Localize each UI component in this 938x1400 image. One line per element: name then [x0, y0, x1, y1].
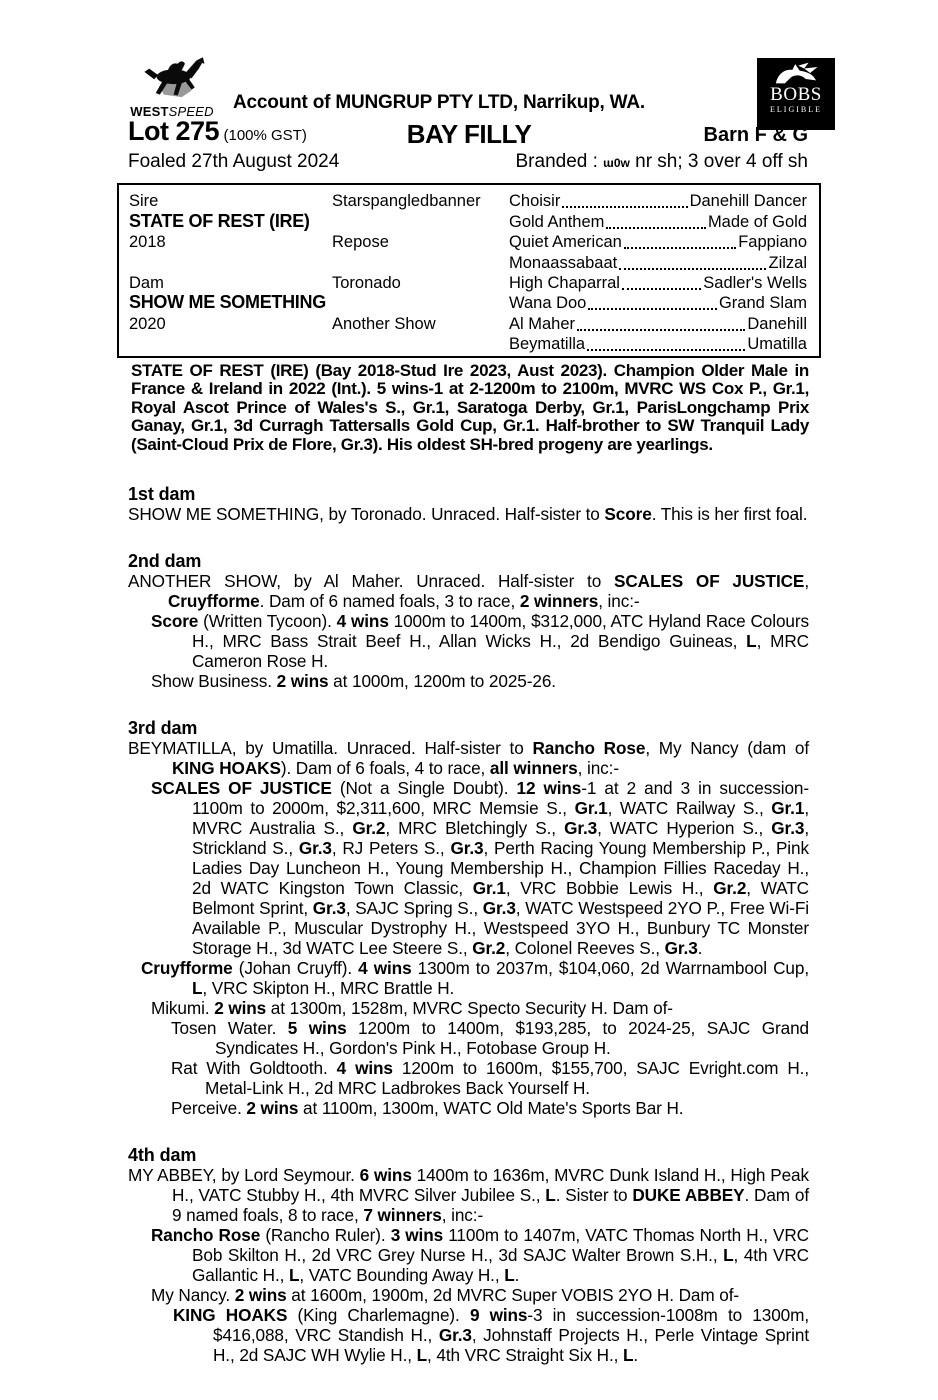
dam-paragraph: SHOW ME SOMETHING, by Toronado. Unraced. Half-sister to Score. This is her first foal.	[128, 504, 808, 524]
sire-name: STATE OF REST (IRE)	[129, 210, 310, 231]
leader-dots	[588, 308, 717, 310]
sire-dam: Repose	[332, 233, 389, 252]
sire-label: Sire	[129, 192, 159, 211]
ancestor-parent: Fappiano	[738, 233, 807, 252]
foaled-date: Foaled 27th August 2024	[128, 151, 340, 172]
section-heading-4th-dam: 4th dam	[128, 1145, 197, 1165]
ancestor-name: Beymatilla	[509, 335, 586, 354]
progeny-paragraph: Show Business. 2 wins at 1000m, 1200m to 2025-26.	[151, 671, 556, 691]
leader-dots	[619, 268, 766, 270]
section-heading-2nd-dam: 2nd dam	[128, 551, 202, 571]
ancestor-parent: Zilzal	[768, 253, 807, 272]
ancestor-pair	[509, 254, 807, 273]
pedigree-row	[129, 273, 807, 293]
ancestor-parent: Sadler's Wells	[703, 273, 807, 292]
ancestor-parent: Grand Slam	[718, 294, 807, 313]
ancestor-name: Choisir	[509, 192, 561, 211]
ancestor-parent: Danehill	[747, 314, 807, 333]
progeny-paragraph: Rat With Goldtooth. 4 wins 1200m to 1600m, $155,700, SAJC Evright.com H., Metal-Link H., 2d MRC Ladbrokes Back Yourself H.	[171, 1058, 809, 1098]
progeny-paragraph: KING HOAKS (King Charlemagne). 9 wins-3 in succession-1008m to 1300m, $416,088, VRC Standish H., Gr.3, Johnstaff Projects H., Perle Vintage Sprint H., 2d SAJC WH Wylie H., L, 4th VRC Straight Six H., L.	[173, 1305, 809, 1365]
leader-dots	[606, 227, 706, 229]
ancestor-parent: Umatilla	[747, 335, 807, 354]
dam-name: SHOW ME SOMETHING	[129, 292, 326, 313]
pedigree-details	[128, 484, 809, 1365]
pedigree-row	[129, 293, 807, 313]
progeny-paragraph: Tosen Water. 5 wins 1200m to 1400m, $193,285, to 2024-25, SAJC Grand Syndicates H., Gordon's Pink H., Fotobase Group H.	[171, 1018, 810, 1058]
ancestor-pair	[509, 233, 807, 252]
barn-label: Barn F & G	[703, 124, 808, 146]
bobs-eligible-text: ELIGIBLE	[770, 105, 822, 114]
progeny-paragraph: My Nancy. 2 wins at 1600m, 1900m, 2d MVRC Super VOBIS 2YO H. Dam of-	[151, 1285, 739, 1305]
westspeed-logo-text-italic: SPEED	[168, 104, 214, 119]
branded-line	[516, 151, 809, 173]
ancestor-pair	[509, 335, 807, 354]
progeny-paragraph: SCALES OF JUSTICE (Not a Single Doubt). 12 wins-1 at 2 and 3 in succession-1100m to 2000m, $2,311,600, MRC Memsie S., Gr.1, WATC Railway S., Gr.1, MVRC Australia S., Gr.2, MRC Bletchingly S., Gr.3, WATC Hyperion S., Gr.3, Strickland S., Gr.3, RJ Peters S., Gr.3, Perth Racing Young Membership P., Pink Ladies Day Luncheon H., Young Membership H., Champion Fillies Raceday H., 2d WATC Kingston Town Classic, Gr.1, VRC Bobbie Lewis H., Gr.2, WATC Belmont Sprint, Gr.3, SAJC Spring S., Gr.3, WATC Westspeed 2YO P., Free Wi-Fi Available P., Muscular Dystrophy H., Westspeed 3YO H., Bunbury TC Monster Storage H., 3d WATC Lee Steere S., Gr.2, Colonel Reeves S., Gr.3.	[151, 778, 810, 958]
leader-dots	[577, 329, 745, 331]
page-title: BAY FILLY	[406, 119, 532, 149]
progeny-paragraph: Cruyfforme (Johan Cruyff). 4 wins 1300m to 2037m, $104,060, 2d Warrnambool Cup, L, VRC Skipton H., MRC Brattle H.	[141, 958, 810, 998]
dam-dam: Another Show	[332, 314, 436, 333]
dam-label: Dam	[129, 273, 164, 292]
section-heading-3rd-dam: 3rd dam	[128, 718, 198, 738]
dam-paragraph: BEYMATILLA, by Umatilla. Unraced. Half-sister to Rancho Rose, My Nancy (dam of KING HOAKS). Dam of 6 foals, 4 to race, all winners, inc:-	[128, 738, 809, 778]
progeny-paragraph: Mikumi. 2 wins at 1300m, 1528m, MVRC Specto Security H. Dam of-	[151, 998, 673, 1018]
pedigree-row	[129, 252, 807, 272]
ancestor-parent: Made of Gold	[707, 212, 807, 231]
pedigree-table	[117, 183, 821, 358]
pedigree-row	[129, 334, 807, 354]
ancestor-pair	[509, 192, 807, 211]
dam-sire: Toronado	[332, 273, 401, 292]
leader-dots	[624, 247, 736, 249]
dam-year: 2020	[129, 314, 166, 333]
ancestor-pair	[509, 213, 807, 232]
ancestor-name: Monaassabaat	[509, 253, 618, 272]
ancestor-pair	[509, 315, 807, 334]
brand-glyph: ɯ0w	[603, 156, 630, 170]
progeny-paragraph: Perceive. 2 wins at 1100m, 1300m, WATC Old Mate's Sports Bar H.	[171, 1098, 684, 1118]
ancestor-name: Wana Doo	[509, 294, 587, 313]
pedigree-row	[129, 211, 807, 231]
sire-year: 2018	[129, 233, 166, 252]
ancestor-name: Al Maher	[509, 314, 576, 333]
dam-paragraph: ANOTHER SHOW, by Al Maher. Unraced. Half-sister to SCALES OF JUSTICE, Cruyfforme. Dam of 6 named foals, 3 to race, 2 winners, inc:-	[128, 571, 809, 611]
pedigree-row	[129, 191, 807, 211]
ancestor-name: Gold Anthem	[509, 212, 605, 231]
leader-dots	[587, 349, 745, 351]
sire-sire: Starspangledbanner	[332, 192, 481, 211]
dam-paragraph: MY ABBEY, by Lord Seymour. 6 wins 1400m to 1636m, MVRC Dunk Island H., High Peak H., VATC Stubby H., 4th MVRC Silver Jubilee S., L. Sister to DUKE ABBEY. Dam of 9 named foals, 8 to race, 7 winners, inc:-	[128, 1165, 810, 1225]
ancestor-parent: Danehill Dancer	[689, 192, 807, 211]
pedigree-row	[129, 232, 807, 252]
account-line: Account of MUNGRUP PTY LTD, Narrikup, WA.	[233, 92, 645, 113]
ancestor-pair	[509, 274, 807, 293]
progeny-paragraph: Score (Written Tycoon). 4 wins 1000m to 1400m, $312,000, ATC Hyland Race Colours H., MRC Bass Strait Beef H., Allan Wicks H., 2d Bendigo Guineas, L, MRC Cameron Rose H.	[151, 611, 810, 671]
section-heading-1st-dam: 1st dam	[128, 484, 196, 504]
leader-dots	[562, 206, 687, 208]
pedigree-row	[129, 313, 807, 333]
westspeed-logo-text-bold: WEST	[130, 104, 169, 119]
progeny-paragraph: Rancho Rose (Rancho Ruler). 3 wins 1100m to 1407m, VATC Thomas North H., VRC Bob Skilton H., 2d VRC Grey Nurse H., 3d SAJC Walter Brown S.H., L, 4th VRC Gallantic H., L, VATC Bounding Away H., L.	[151, 1225, 809, 1285]
gst-note: (100% GST)	[223, 127, 307, 144]
bobs-logo-text: BOBS	[770, 84, 822, 105]
bobs-horse-icon	[770, 61, 822, 85]
branded-prefix: Branded :	[515, 151, 604, 172]
ancestor-name: High Chaparral	[509, 273, 620, 292]
ancestor-pair	[509, 294, 807, 313]
sire-note: STATE OF REST (IRE) (Bay 2018-Stud Ire 2023, Aust 2023). Champion Older Male in France & Ireland in 2022 (Int.). 5 wins-1 at 2-1200m to 2100m, MVRC WS Cox P., Gr.1, Royal Ascot Prince of Wales's S., Gr.1, Saratoga Derby, Gr.1, ParisLongchamp Prix Ganay, Gr.1, 3d Curragh Tattersalls Gold Cup, Gr.1. Half-brother to SW Tranquil Lady (Saint-Cloud Prix de Flore, Gr.3). His oldest SH-bred progeny are yearlings.	[131, 361, 809, 454]
leader-dots	[622, 288, 701, 290]
ancestor-name: Quiet American	[509, 233, 622, 252]
branded-suffix: nr sh; 3 over 4 off sh	[629, 151, 808, 172]
lot-number-text: Lot 275	[128, 116, 220, 146]
